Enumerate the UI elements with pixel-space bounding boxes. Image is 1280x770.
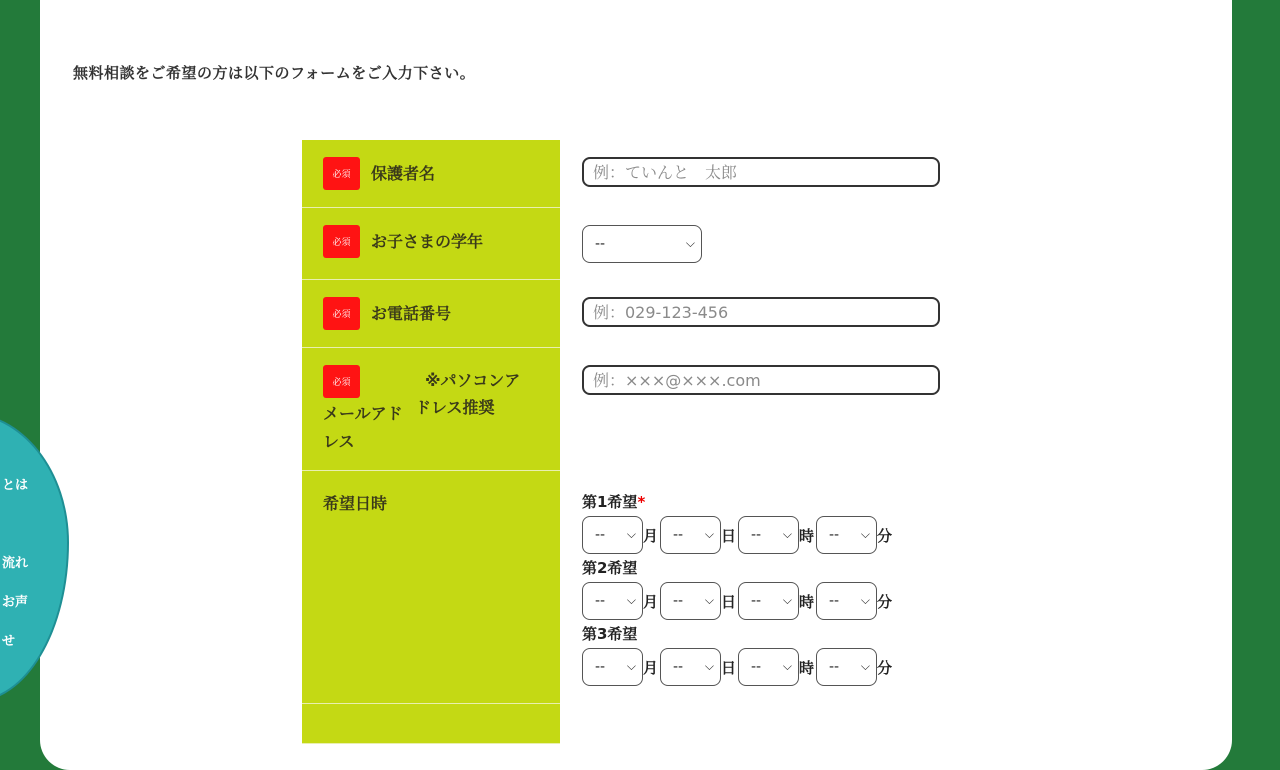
- form-row-email: [302, 348, 972, 472]
- datetime-choice-label: [582, 623, 637, 644]
- form-row-child-grade: [302, 208, 972, 281]
- row-label-cell: [302, 471, 560, 704]
- datetime-choice-label: [582, 557, 637, 578]
- required-mark: *: [637, 493, 646, 511]
- datetime-choice-label: [582, 491, 645, 512]
- datetime-minute-select[interactable]: [816, 516, 877, 554]
- side-nav-item[interactable]: せ: [2, 634, 16, 649]
- datetime-day-select[interactable]: [660, 516, 721, 554]
- datetime-minute-select[interactable]: [816, 648, 877, 686]
- email-label-line1: メールアド: [323, 404, 403, 423]
- datetime-day-unit: 日: [721, 527, 737, 545]
- datetime-month-select[interactable]: [582, 516, 643, 554]
- chevron-down-icon: ⌵: [626, 658, 636, 673]
- datetime-day-select[interactable]: [660, 582, 721, 620]
- chevron-down-icon: ⌵: [860, 658, 870, 673]
- datetime-day-unit: 日: [721, 593, 737, 611]
- row-label-cell: [302, 280, 560, 348]
- datetime-hour-select[interactable]: [738, 648, 799, 686]
- side-nav-item[interactable]: 流れ: [2, 556, 29, 571]
- select-value: --: [829, 527, 840, 543]
- child-grade-select[interactable]: [582, 225, 702, 263]
- required-badge: 必須: [323, 157, 360, 190]
- chevron-down-icon: ⌵: [860, 526, 870, 541]
- chevron-down-icon: ⌵: [782, 592, 792, 607]
- datetime-month-select[interactable]: [582, 648, 643, 686]
- child-grade-label: お子さまの学年: [371, 232, 484, 251]
- guardian-name-input[interactable]: [582, 157, 940, 187]
- choice-label-text: 第2希望: [582, 559, 638, 577]
- datetime-minute-unit: 分: [877, 593, 893, 611]
- choice-label-text: 第1希望: [582, 493, 638, 511]
- select-value: --: [673, 593, 684, 609]
- row-label-cell: [302, 704, 560, 744]
- form-row-datetime: [302, 471, 972, 705]
- email-note-line2: ドレス推奨: [415, 398, 495, 417]
- select-value: --: [751, 593, 762, 609]
- email-label-line2: レス: [323, 432, 355, 451]
- select-value: --: [595, 527, 606, 543]
- chevron-down-icon: ⌵: [626, 526, 636, 541]
- side-nav-item[interactable]: お声: [2, 595, 29, 610]
- select-value: --: [751, 659, 762, 675]
- row-field-cell: [560, 348, 972, 471]
- chevron-down-icon: ⌵: [782, 658, 792, 673]
- row-field-cell: [560, 140, 972, 208]
- row-label-cell: [302, 140, 560, 208]
- phone-input[interactable]: [582, 297, 940, 327]
- row-field-cell: [560, 704, 972, 744]
- select-value: --: [829, 659, 840, 675]
- datetime-hour-unit: 時: [799, 527, 815, 545]
- select-value: --: [595, 593, 606, 609]
- choice-label-text: 第3希望: [582, 625, 638, 643]
- chevron-down-icon: ⌵: [704, 592, 714, 607]
- guardian-name-label: 保護者名: [371, 164, 436, 183]
- datetime-day-unit: 日: [721, 659, 737, 677]
- datetime-label: 希望日時: [323, 494, 388, 513]
- datetime-month-select[interactable]: [582, 582, 643, 620]
- required-badge: 必須: [323, 297, 360, 330]
- select-value: --: [673, 659, 684, 675]
- chevron-down-icon: ⌵: [860, 592, 870, 607]
- select-value: --: [751, 527, 762, 543]
- datetime-minute-unit: 分: [877, 527, 893, 545]
- form-row-next: [302, 704, 972, 744]
- datetime-minute-unit: 分: [877, 659, 893, 677]
- datetime-month-unit: 月: [643, 593, 659, 611]
- form-row-phone: [302, 280, 972, 349]
- row-field-cell: [560, 471, 972, 704]
- chevron-down-icon: ⌵: [704, 658, 714, 673]
- row-field-cell: [560, 280, 972, 348]
- chevron-down-icon: ⌵: [626, 592, 636, 607]
- datetime-hour-select[interactable]: [738, 582, 799, 620]
- row-label-cell: [302, 348, 560, 471]
- chevron-down-icon: ⌵: [685, 235, 695, 250]
- form-row-guardian-name: [302, 140, 972, 209]
- email-note-line1: ※パソコンア: [425, 371, 521, 390]
- datetime-hour-unit: 時: [799, 659, 815, 677]
- datetime-month-unit: 月: [643, 527, 659, 545]
- select-value: --: [829, 593, 840, 609]
- datetime-day-select[interactable]: [660, 648, 721, 686]
- side-nav-item[interactable]: とは: [2, 478, 29, 493]
- select-value: --: [673, 527, 684, 543]
- child-grade-value: --: [595, 236, 606, 252]
- datetime-hour-unit: 時: [799, 593, 815, 611]
- required-badge: 必須: [323, 225, 360, 258]
- row-field-cell: [560, 208, 972, 280]
- row-label-cell: [302, 208, 560, 280]
- datetime-hour-select[interactable]: [738, 516, 799, 554]
- chevron-down-icon: ⌵: [704, 526, 714, 541]
- phone-label: お電話番号: [371, 304, 452, 323]
- select-value: --: [595, 659, 606, 675]
- datetime-minute-select[interactable]: [816, 582, 877, 620]
- datetime-month-unit: 月: [643, 659, 659, 677]
- email-input[interactable]: [582, 365, 940, 395]
- chevron-down-icon: ⌵: [782, 526, 792, 541]
- intro-text: 無料相談をご希望の方は以下のフォームをご入力下さい。: [73, 64, 476, 82]
- required-badge: 必須: [323, 365, 360, 398]
